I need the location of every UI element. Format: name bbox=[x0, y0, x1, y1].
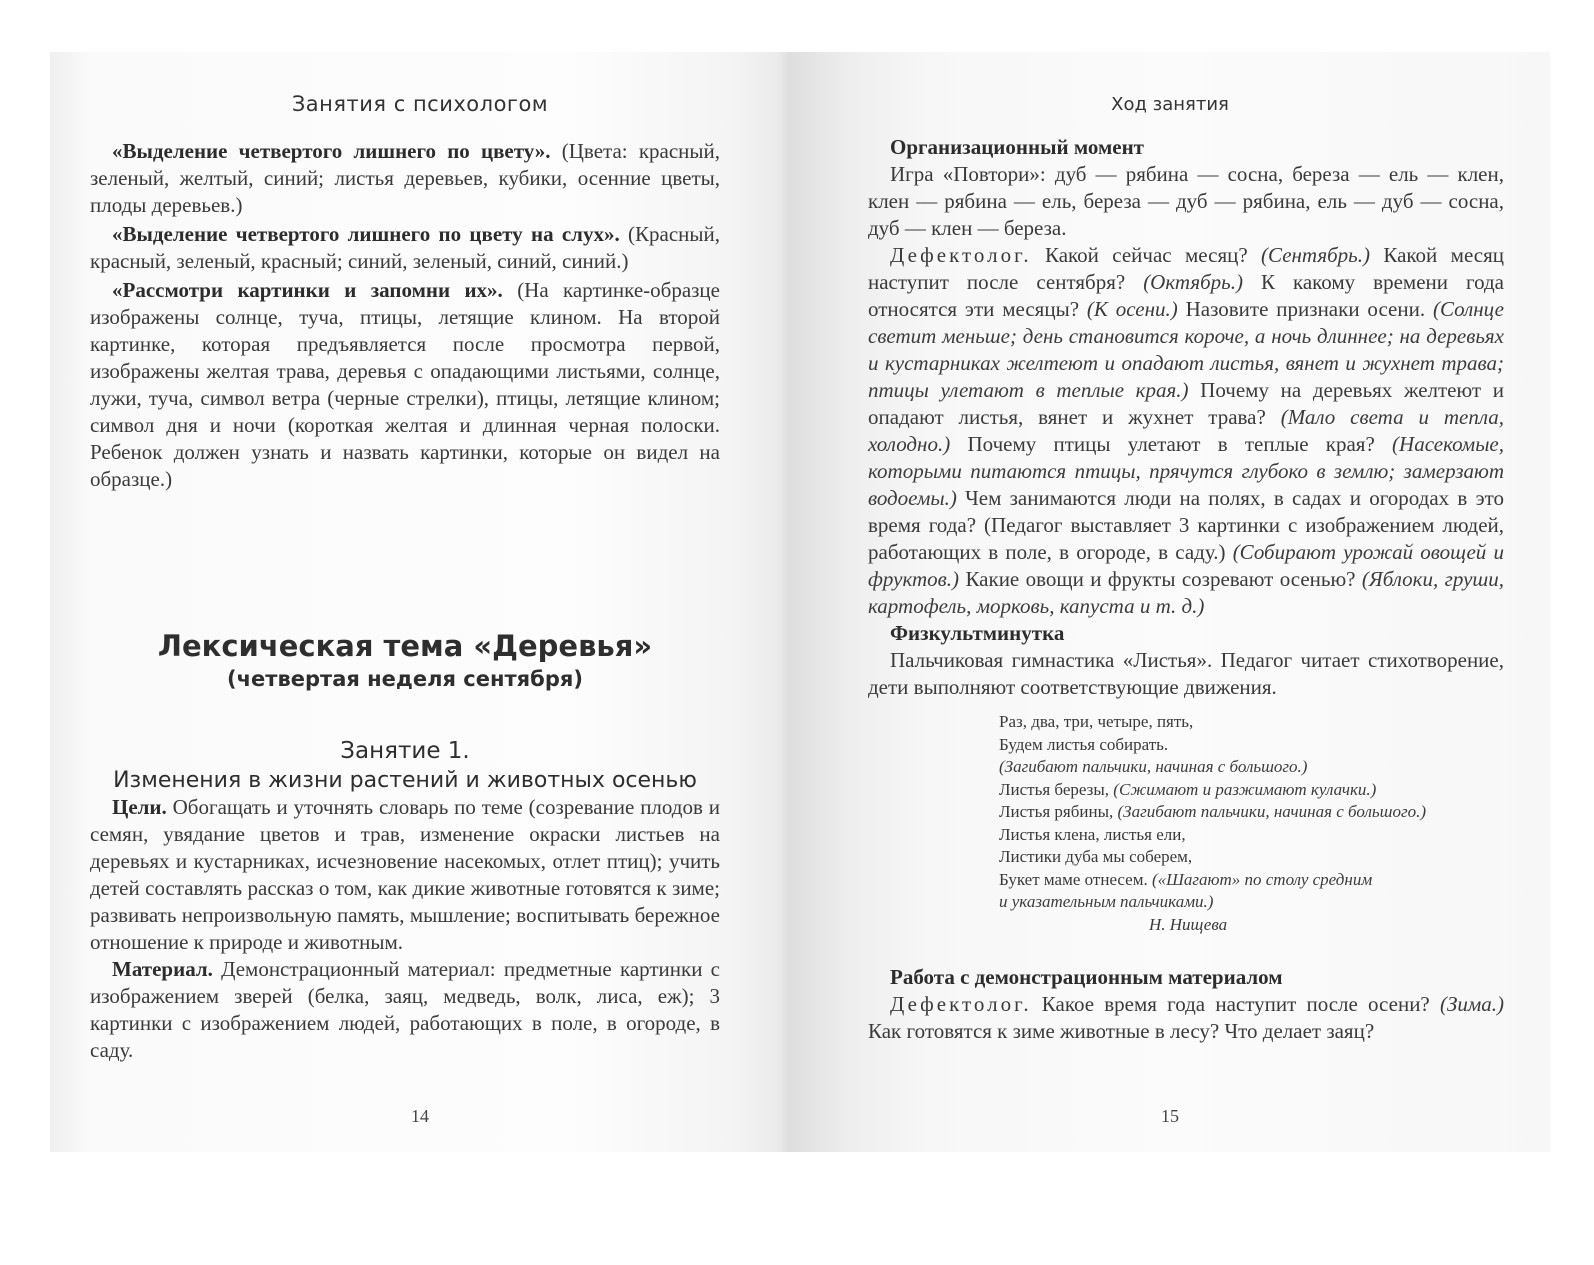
lesson-title: Изменения в жизни растений и животных осенью bbox=[113, 768, 697, 793]
org-heading: Организационный момент bbox=[890, 135, 1144, 159]
right-page bbox=[790, 52, 1550, 1152]
dialog-question: Какие овощи и фрукты созревают осенью? bbox=[959, 567, 1362, 591]
poem-line: Листики дуба мы соберем, bbox=[999, 847, 1193, 866]
chapter-heading bbox=[90, 628, 720, 796]
running-head-left: Занятия с психологом bbox=[291, 92, 549, 116]
poem-line: Листья клена, листья ели, bbox=[999, 824, 1186, 844]
poem bbox=[999, 711, 1504, 936]
poem-instruction: (Загибают пальчики, начиная с большого.) bbox=[1117, 802, 1426, 821]
lesson-course bbox=[868, 134, 1504, 1045]
speaker-label: Дефектолог. bbox=[890, 243, 1032, 267]
dialog-answer: (Зима.) bbox=[1439, 992, 1504, 1016]
dialog-question: Какое время года наступит после осени? bbox=[1031, 992, 1440, 1016]
poem-line: Раз, два, три, четыре, пять, bbox=[999, 712, 1194, 731]
material-label: Материал. bbox=[112, 957, 213, 981]
lesson-number: Занятие 1. bbox=[340, 738, 470, 764]
dialog-question: Чем занимаются люди на полях, в садах и огородах в это время года? (Педагог выставляет 3 картинки с изображением людей, работающих в поле, в огороде, в саду.) bbox=[868, 486, 1504, 564]
page-number-right: 15 bbox=[1161, 1106, 1179, 1126]
poem-line bbox=[999, 801, 1504, 824]
poem-line bbox=[999, 779, 1504, 802]
phys-heading: Физкультминутка bbox=[890, 621, 1065, 645]
dialog-question: Назовите признаки осени. bbox=[1177, 297, 1433, 321]
dialog-question: Почему на деревьях желтеют и опадают листья, вянет и жухнет трава? bbox=[868, 378, 1504, 429]
speaker-label: Дефектолог. bbox=[890, 992, 1032, 1016]
exercise-text: (Цвета: красный, зеленый, желтый, синий; листья деревьев, кубики, осенние цветы, плоды деревьев.) bbox=[90, 139, 720, 217]
psychologist-exercises bbox=[90, 138, 720, 495]
running-head-right: Ход занятия bbox=[1111, 94, 1229, 115]
poem-instruction: (Загибают пальчики, начиная с большого.) bbox=[999, 757, 1308, 776]
dialog-answer: (Солнце светит меньше; день становится короче, а ночь длиннее; на деревьях и кустарниках желтеют и опадают листья, вянет и жухнет трава; птицы улетают в теплые края.) bbox=[868, 297, 1505, 402]
material-text: Демонстрационный материал: предметные картинки с изображением зверей (белка, заяц, медведь, волк, лиса, еж); 3 картинки с изображением людей, работающих в поле, в огороде, в саду. bbox=[90, 957, 720, 1062]
poem-author: Н. Нищева bbox=[1149, 914, 1228, 934]
dialog-answer: (Яблоки, груши, картофель, морковь, капуста и т. д.) bbox=[868, 567, 1504, 618]
exercise-paragraph bbox=[90, 138, 720, 219]
left-page bbox=[50, 52, 790, 1152]
dialog-answer: (Мало света и тепла, холодно.) bbox=[868, 405, 1504, 456]
work-heading: Работа с демонстрационным материалом bbox=[890, 965, 1283, 989]
game-paragraph: Игра «Повтори»: дуб — рябина — сосна, береза — ель — клен, клен — рябина — ель, береза — дуб — рябина, ель — дуб — сосна, дуб — клен — береза. bbox=[868, 162, 1504, 240]
dialog-answer: (Собирают урожай овощей и фруктов.) bbox=[868, 540, 1504, 591]
poem-line bbox=[999, 869, 1504, 892]
chapter-subtitle: (четвертая неделя сентября) bbox=[227, 667, 583, 691]
dialog-question: К какому времени года относятся эти месяцы? bbox=[868, 270, 1504, 321]
dialog-question: Как готовятся к зиме животные в лесу? Что делает заяц? bbox=[868, 1019, 1375, 1043]
final-paragraph bbox=[868, 991, 1504, 1045]
poem-instruction: («Шагают» по столу средним bbox=[1151, 869, 1373, 889]
poem-line bbox=[999, 891, 1504, 914]
exercise-title: «Выделение четвертого лишнего по цвету на слух». bbox=[112, 222, 620, 246]
exercise-text: (На картинке-образце изображены солнце, туча, птицы, летящие клином. На второй картинке, которая предъявляется после просмотра первой, изображены желтая трава, деревья с опадающими листьями, солнце, лужи, туча, символ ветра (черные стрелки), птицы, летящие клином; символ дня и ночи (короткая желтая и длинная черная полоски. Ребенок должен узнать и назвать картинки, которые он видел на образце.) bbox=[90, 278, 720, 491]
goals-paragraph bbox=[90, 794, 720, 956]
exercise-title: «Выделение четвертого лишнего по цвету». bbox=[112, 139, 551, 163]
lesson-details bbox=[90, 794, 720, 1064]
goals-label: Цели. bbox=[112, 795, 167, 819]
exercise-text: (Красный, красный, зеленый, красный; синий, зеленый, синий, синий.) bbox=[90, 222, 720, 273]
dialog-answer: (К осени.) bbox=[1086, 297, 1178, 321]
dialog-answer: (Сентябрь.) bbox=[1261, 243, 1370, 267]
dialog-answer: (Октябрь.) bbox=[1143, 270, 1243, 294]
poem-text: Листья березы, bbox=[999, 779, 1114, 799]
exercise-paragraph bbox=[90, 277, 720, 493]
poem-line: Будем листья собирать. bbox=[999, 734, 1169, 754]
chapter-title: Лексическая тема «Деревья» bbox=[157, 629, 653, 663]
page-number-left: 14 bbox=[411, 1106, 429, 1126]
exercise-paragraph bbox=[90, 221, 720, 275]
material-paragraph bbox=[90, 956, 720, 1064]
dialog-question: Почему птицы улетают в теплые края? bbox=[950, 432, 1393, 456]
poem-text: Листья рябины, bbox=[999, 802, 1118, 821]
dialog-question: Какой месяц наступит после сентября? bbox=[868, 243, 1505, 294]
exercise-title: «Рассмотри картинки и запомни их». bbox=[112, 278, 503, 302]
dialog-question: Какой сейчас месяц? bbox=[1031, 243, 1262, 267]
phys-paragraph: Пальчиковая гимнастика «Листья». Педагог читает стихотворение, дети выполняют соответствующие движения. bbox=[868, 648, 1504, 699]
poem-instruction: и указательным пальчиками.) bbox=[999, 892, 1214, 911]
poem-line bbox=[999, 756, 1504, 779]
poem-instruction: (Сжимают и разжимают кулачки.) bbox=[1113, 779, 1377, 799]
poem-text: Букет маме отнесем. bbox=[999, 869, 1152, 889]
dialog-answer: (Насекомые, которыми питаются птицы, прячутся глубоко в землю; замерзают водоемы.) bbox=[868, 432, 1504, 510]
dialog-paragraph bbox=[868, 242, 1504, 620]
goals-text: Обогащать и уточнять словарь по теме (созревание плодов и семян, увядание цветов и трав, изменение окраски листьев на деревьях и кустарниках, исчезновение насекомых, отлет птиц); учить детей составлять рассказ о том, как дикие животные готовятся к зиме; развивать непроизвольную память, мышление; воспитывать бережное отношение к природе и животным. bbox=[90, 795, 720, 954]
